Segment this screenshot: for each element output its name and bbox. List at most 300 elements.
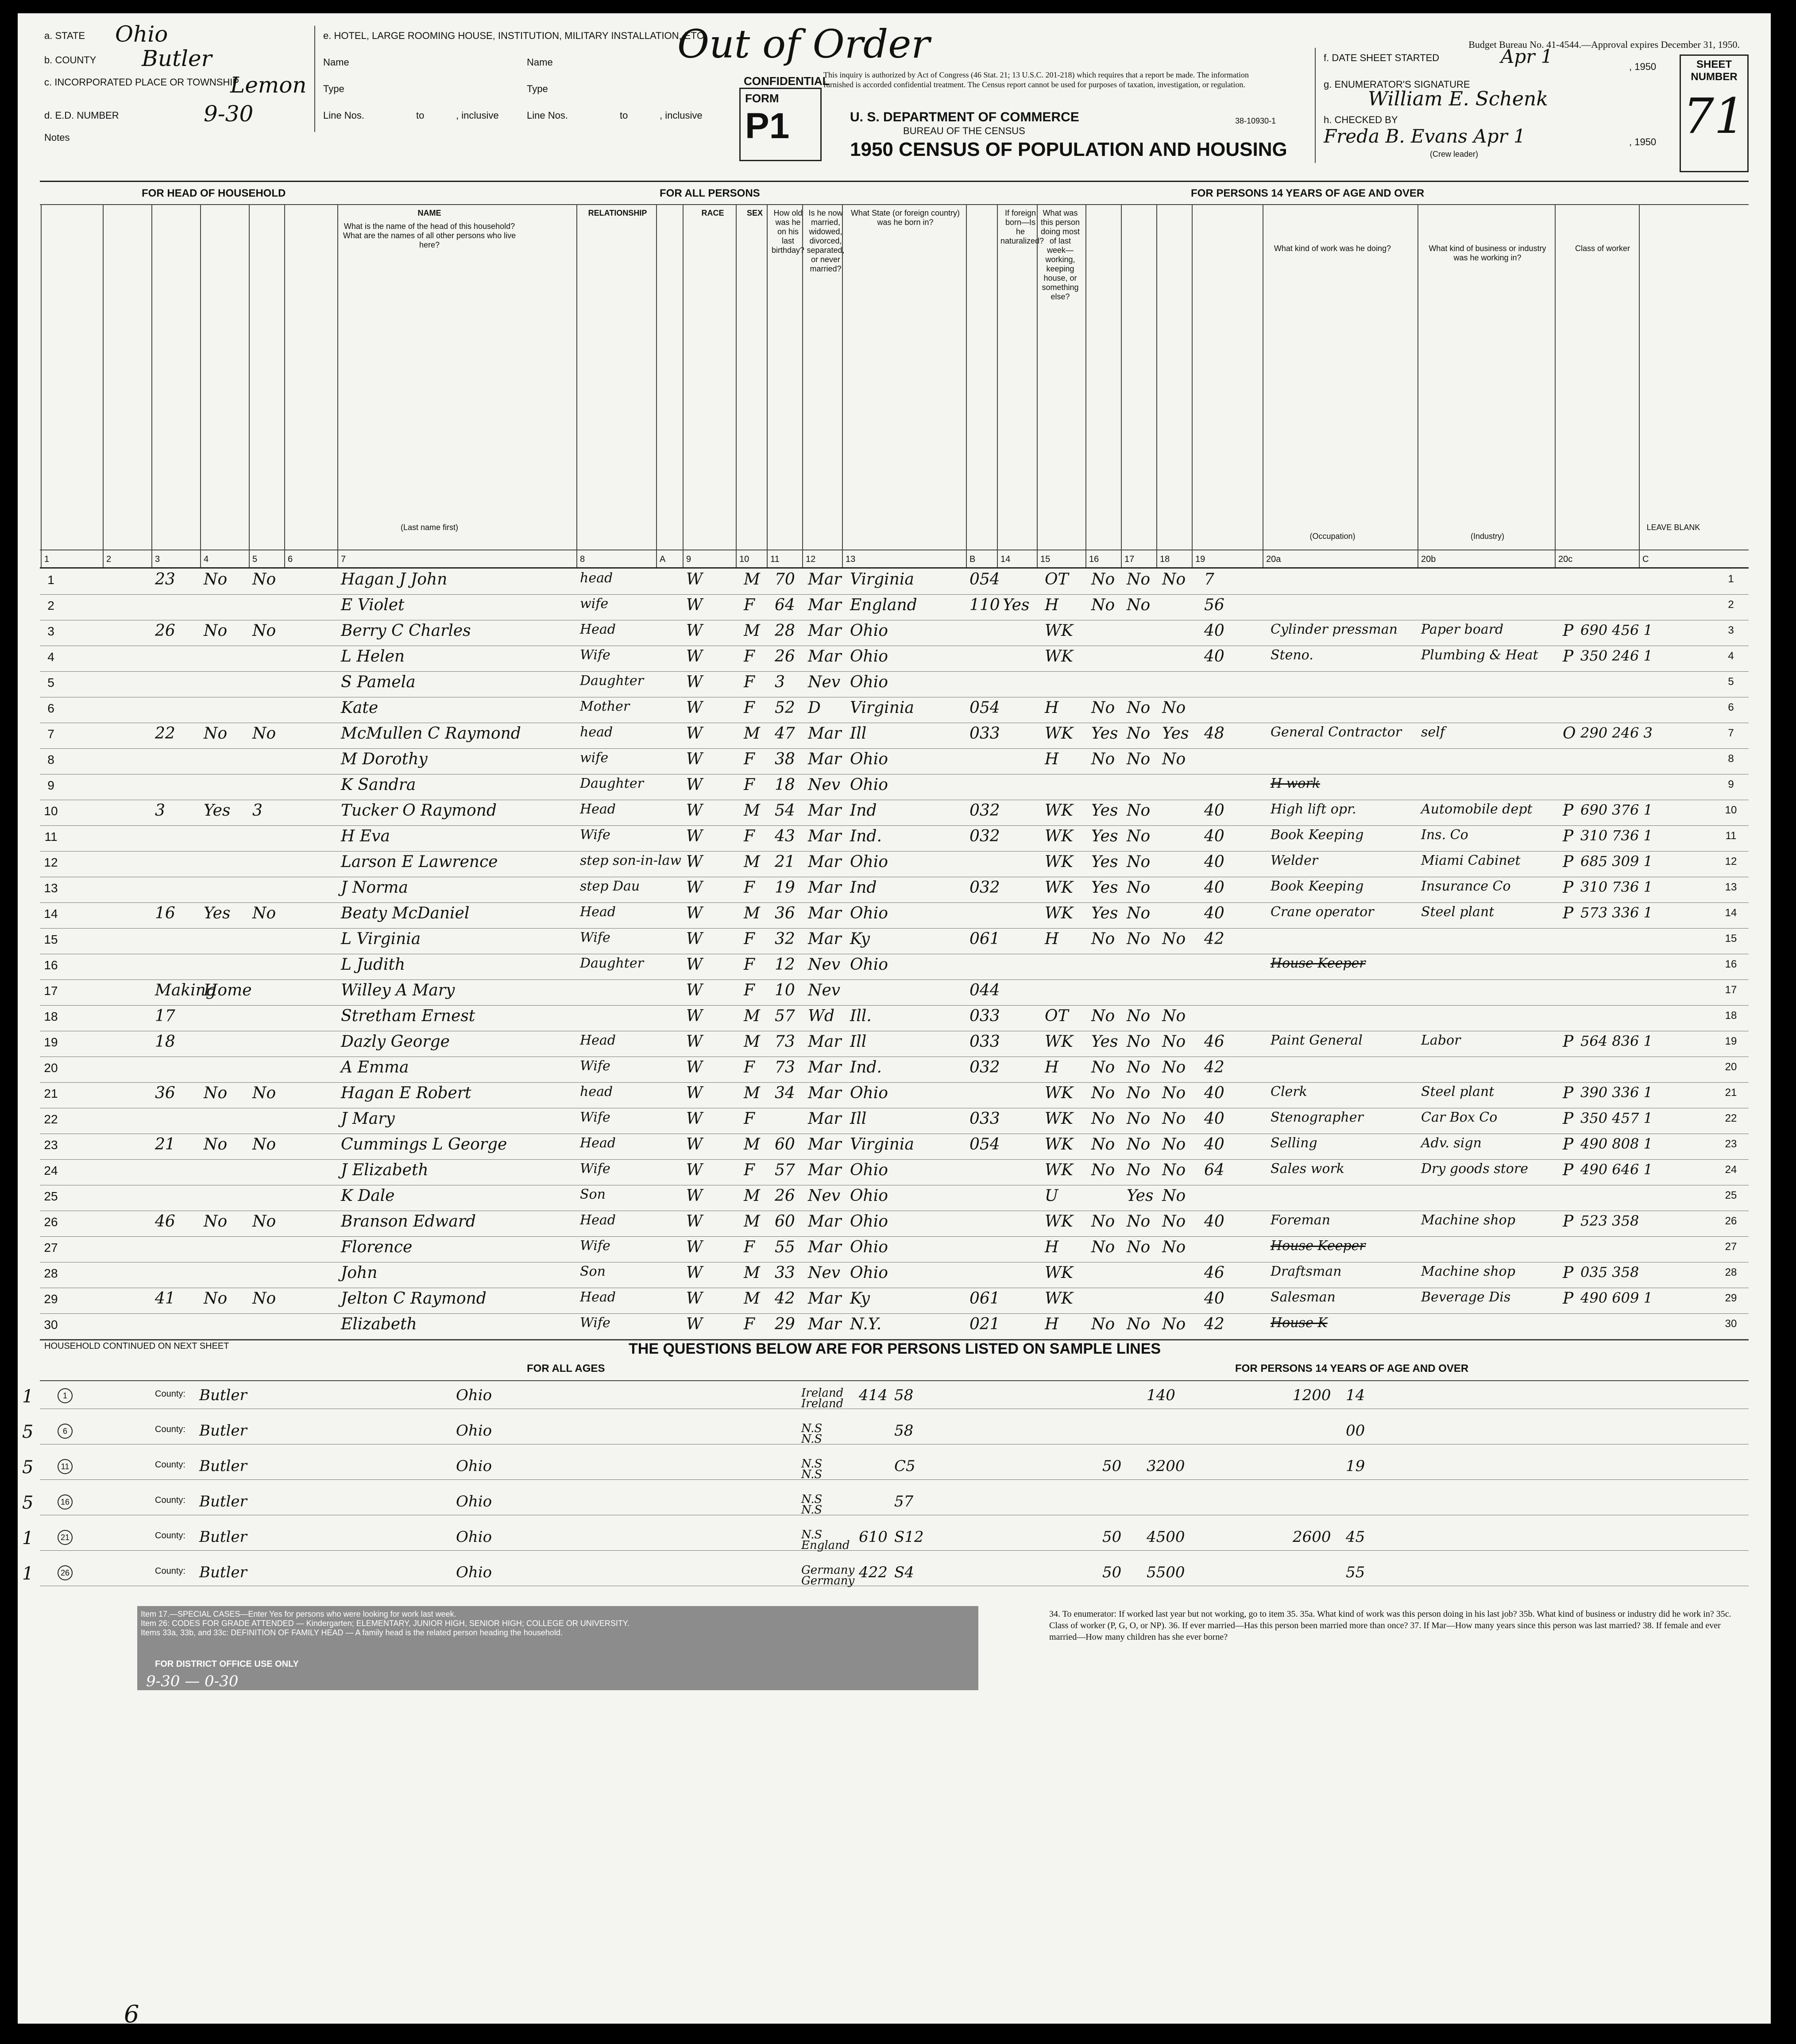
sample-mark: 1 xyxy=(22,1386,34,1407)
sheet-header xyxy=(40,21,1749,182)
line-number: 29 xyxy=(44,1292,58,1306)
cell-q16: No xyxy=(1091,1238,1115,1256)
line-number-right: 7 xyxy=(1728,727,1734,739)
sample-line-circle: 11 xyxy=(58,1459,73,1474)
cell-born: Ky xyxy=(850,930,870,948)
cell-occ: Clerk xyxy=(1271,1084,1307,1099)
instruction-2: Item 26: CODES FOR GRADE ATTENDED — Kindergarten; ELEMENTARY, JUNIOR HIGH, SENIOR HIGH; COLLEGE OR UNIVERSITY. xyxy=(141,1619,630,1628)
line-number-right: 1 xyxy=(1728,573,1734,585)
cell-q17: No xyxy=(1127,1212,1151,1231)
column-number: 20a xyxy=(1266,554,1281,564)
cell-farm: No xyxy=(204,1212,228,1231)
cell-acres: No xyxy=(252,724,276,743)
cell-mar: Mar xyxy=(808,1033,842,1051)
cell-born: N.Y. xyxy=(850,1315,882,1333)
sample-father: N.S xyxy=(801,1457,823,1471)
line-number-right: 27 xyxy=(1725,1241,1737,1253)
cell-hrs: 40 xyxy=(1204,1084,1224,1102)
cell-occ: Paint General xyxy=(1271,1033,1363,1048)
cell-name: L Virginia xyxy=(341,930,421,948)
cell-name: Cummings L George xyxy=(341,1135,507,1154)
to-label-2: to xyxy=(620,110,628,121)
cell-hrs: 40 xyxy=(1204,1289,1224,1308)
cell-rel: Head xyxy=(580,904,616,920)
cell-q17: No xyxy=(1127,930,1151,948)
sample-income: 5500 xyxy=(1147,1564,1185,1581)
sample-mother: N.S xyxy=(801,1503,823,1517)
group-persons-14: FOR PERSONS 14 YEARS OF AGE AND OVER xyxy=(1191,187,1425,199)
cell-sex: M xyxy=(744,622,760,640)
cell-age: 42 xyxy=(775,1289,795,1308)
census-row xyxy=(40,800,1749,826)
cell-q18: No xyxy=(1162,750,1186,768)
county-label: County: xyxy=(155,1425,185,1434)
line-number-right: 8 xyxy=(1728,753,1734,765)
cell-nat: Yes xyxy=(1003,596,1030,614)
cell-born: Ill xyxy=(850,1110,867,1128)
name-header: NAME xyxy=(417,209,441,217)
cell-code: 032 xyxy=(969,801,1000,820)
census-row xyxy=(40,748,1749,774)
cell-code: 021 xyxy=(969,1315,1000,1333)
cell-occ: High lift opr. xyxy=(1271,801,1356,817)
sample-other: 1200 xyxy=(1293,1386,1331,1404)
census-row xyxy=(40,697,1749,723)
cell-rel: Son xyxy=(580,1264,606,1279)
cell-occ: General Contractor xyxy=(1271,724,1402,740)
column-number: 19 xyxy=(1195,554,1205,564)
sample-row xyxy=(22,1420,1749,1446)
cell-hrs: 64 xyxy=(1204,1161,1224,1179)
cell-q16: Yes xyxy=(1091,879,1118,897)
line-number: 8 xyxy=(47,753,54,766)
cell-sex: M xyxy=(744,1212,760,1231)
cell-code: 033 xyxy=(969,1110,1000,1128)
cell-sex: M xyxy=(744,1289,760,1308)
cell-cls: P xyxy=(1563,622,1574,640)
cell-hrs: 46 xyxy=(1204,1033,1224,1051)
cell-race: W xyxy=(686,673,703,691)
cell-ind: Paper board xyxy=(1421,622,1504,637)
ed-value: 9-30 xyxy=(204,101,254,127)
cell-born: Ill. xyxy=(850,1007,872,1025)
line-number: 22 xyxy=(44,1112,58,1126)
sample-line-circle: 16 xyxy=(58,1494,73,1510)
for-all-ages: FOR ALL AGES xyxy=(527,1363,605,1374)
column-number: 2 xyxy=(106,554,112,564)
sample-father: Germany xyxy=(801,1564,855,1577)
sample-f: 19 xyxy=(1346,1457,1365,1475)
cell-race: W xyxy=(686,596,703,614)
cell-race: W xyxy=(686,827,703,845)
cell-age: 12 xyxy=(775,956,795,974)
cell-q17: No xyxy=(1127,750,1151,768)
cell-q16: No xyxy=(1091,1135,1115,1154)
sample-father: N.S xyxy=(801,1528,823,1541)
cell-serial: 3 xyxy=(155,801,165,820)
cell-age: 26 xyxy=(775,1187,795,1205)
cell-ind: Steel plant xyxy=(1421,1084,1495,1099)
cell-sex: F xyxy=(744,930,755,948)
sample-mother: Ireland xyxy=(801,1397,844,1410)
cell-sex: M xyxy=(744,904,760,922)
bureau-title: BUREAU OF THE CENSUS xyxy=(903,125,1025,136)
year-suffix-2: , 1950 xyxy=(1629,136,1657,147)
inclusive-label: , inclusive xyxy=(456,110,499,121)
birthplace-header: What State (or foreign country) was he born in? xyxy=(850,209,960,227)
cell-mar: Mar xyxy=(808,1110,842,1128)
cell-sex: F xyxy=(744,750,755,768)
cell-ind: Automobile dept xyxy=(1421,801,1533,817)
census-row xyxy=(40,646,1749,672)
sample-income: 140 xyxy=(1147,1386,1175,1404)
county-value: Butler xyxy=(142,46,212,71)
cell-name: Elizabeth xyxy=(341,1315,417,1333)
cell-code: 033 xyxy=(969,1007,1000,1025)
cell-mar: Nev xyxy=(808,1187,841,1205)
industry-label: (Industry) xyxy=(1470,532,1505,541)
cell-q16: No xyxy=(1091,1110,1115,1128)
sample-grade: S12 xyxy=(894,1528,924,1546)
cell-cc: 564 836 1 xyxy=(1580,1033,1653,1049)
cell-mar: Mar xyxy=(808,853,842,871)
place-value: Lemon xyxy=(230,72,307,98)
sample-father: N.S xyxy=(801,1493,823,1506)
type-label: Type xyxy=(323,83,344,94)
cell-rel: wife xyxy=(580,596,609,612)
cell-sex: F xyxy=(744,1161,755,1179)
cell-age: 57 xyxy=(775,1007,795,1025)
marital-header: Is he now married, widowed, divorced, separated, or never married? xyxy=(807,209,845,273)
sample-mother: N.S xyxy=(801,1432,823,1446)
cell-name: S Pamela xyxy=(341,673,416,691)
cell-born: Ohio xyxy=(850,776,888,794)
cell-race: W xyxy=(686,904,703,922)
county-label: County: xyxy=(155,1389,185,1399)
cell-hrs: 48 xyxy=(1204,724,1224,743)
sample-code: 414 xyxy=(859,1386,888,1404)
cell-work: OT xyxy=(1045,1007,1069,1025)
cell-born: Ind. xyxy=(850,1058,882,1076)
line-number-right: 16 xyxy=(1725,958,1737,970)
cell-occ: Steno. xyxy=(1271,647,1313,663)
cell-cls: P xyxy=(1563,879,1574,897)
cell-work: WK xyxy=(1045,879,1073,897)
cell-mar: Wd xyxy=(808,1007,835,1025)
sample-income: 4500 xyxy=(1147,1528,1185,1546)
cell-sex: F xyxy=(744,1238,755,1256)
cell-work: H xyxy=(1045,750,1059,768)
state-value: Ohio xyxy=(115,21,168,47)
last-name-first: (Last name first) xyxy=(400,523,459,532)
cell-mar: Mar xyxy=(808,801,842,820)
cell-hrs: 40 xyxy=(1204,1110,1224,1128)
type-label-2: Type xyxy=(527,83,548,94)
county-label: b. COUNTY xyxy=(44,54,97,66)
column-number: 18 xyxy=(1160,554,1170,564)
cell-mar: Mar xyxy=(808,724,842,743)
cell-race: W xyxy=(686,1264,703,1282)
sample-weeks: 50 xyxy=(1102,1564,1122,1581)
cell-sex: M xyxy=(744,570,760,588)
cell-cc: 573 336 1 xyxy=(1580,904,1653,921)
cell-ind: Labor xyxy=(1421,1033,1461,1048)
occupation-label: (Occupation) xyxy=(1309,532,1356,541)
sample-row xyxy=(22,1491,1749,1517)
cell-work: WK xyxy=(1045,853,1073,871)
cell-born: Ohio xyxy=(850,904,888,922)
census-row xyxy=(40,774,1749,800)
place-label: c. INCORPORATED PLACE OR TOWNSHIP xyxy=(44,77,239,88)
cell-cc: 290 246 3 xyxy=(1580,724,1653,741)
form-box xyxy=(739,88,822,161)
cell-q16: Yes xyxy=(1091,801,1118,820)
cell-ind: Machine shop xyxy=(1421,1264,1515,1279)
cell-name: L Helen xyxy=(341,647,405,666)
cell-q18: No xyxy=(1162,570,1186,588)
form-label: FORM xyxy=(745,92,779,105)
cell-sex: F xyxy=(744,596,755,614)
cell-cls: P xyxy=(1563,1135,1574,1154)
cell-race: W xyxy=(686,1084,703,1102)
sample-state: Ohio xyxy=(456,1457,492,1475)
cell-work: WK xyxy=(1045,1110,1073,1128)
column-number: 7 xyxy=(341,554,346,564)
cell-mar: Nev xyxy=(808,956,841,974)
cell-serial: 17 xyxy=(155,1007,175,1025)
cell-mar: Mar xyxy=(808,570,842,588)
line-number: 25 xyxy=(44,1189,58,1203)
cell-cls: P xyxy=(1563,904,1574,922)
cell-cls: P xyxy=(1563,1161,1574,1179)
cell-race: W xyxy=(686,1110,703,1128)
line-number-right: 21 xyxy=(1725,1087,1737,1099)
cell-farm: No xyxy=(204,724,228,743)
cell-cls: O xyxy=(1563,724,1576,743)
cell-name: Tucker O Raymond xyxy=(341,801,497,820)
cell-farm: No xyxy=(204,622,228,640)
cell-born: Ohio xyxy=(850,1212,888,1231)
sample-f: 45 xyxy=(1346,1528,1365,1546)
cell-mar: Mar xyxy=(808,904,842,922)
sample-line-circle: 26 xyxy=(58,1565,73,1580)
sample-grade: 58 xyxy=(894,1422,914,1440)
cell-mar: Mar xyxy=(808,1238,842,1256)
cell-name: John xyxy=(341,1264,378,1282)
line-nos-label-2: Line Nos. xyxy=(527,110,568,121)
cell-q18: No xyxy=(1162,699,1186,717)
cell-q18: No xyxy=(1162,1238,1186,1256)
cell-hrs: 40 xyxy=(1204,1212,1224,1231)
cell-sex: F xyxy=(744,647,755,666)
sample-title: THE QUESTIONS BELOW ARE FOR PERSONS LISTED ON SAMPLE LINES xyxy=(629,1340,1161,1357)
cell-race: W xyxy=(686,1187,703,1205)
cell-name: Jelton C Raymond xyxy=(341,1289,487,1308)
district-value: 9-30 — 0-30 xyxy=(146,1672,239,1690)
line-number-right: 20 xyxy=(1725,1061,1737,1073)
cell-q16: No xyxy=(1091,1084,1115,1102)
group-all-persons: FOR ALL PERSONS xyxy=(660,187,760,199)
for-persons-14-bottom: FOR PERSONS 14 YEARS OF AGE AND OVER xyxy=(1235,1363,1469,1374)
sample-income: 3200 xyxy=(1147,1457,1185,1475)
cell-age: 38 xyxy=(775,750,795,768)
line-number: 10 xyxy=(44,804,58,818)
cell-sex: F xyxy=(744,956,755,974)
sheet-number: 71 xyxy=(1683,88,1745,144)
cell-name: McMullen C Raymond xyxy=(341,724,521,743)
sample-code: 610 xyxy=(859,1528,888,1546)
household-continued: HOUSEHOLD CONTINUED ON NEXT SHEET xyxy=(44,1341,229,1351)
cell-occ: Cylinder pressman xyxy=(1271,622,1398,637)
line-number-right: 4 xyxy=(1728,650,1734,662)
cell-acres: No xyxy=(252,1212,276,1231)
cell-serial: 36 xyxy=(155,1084,175,1102)
cell-cls: P xyxy=(1563,853,1574,871)
cell-ind: Insurance Co xyxy=(1421,879,1511,894)
cell-cls: P xyxy=(1563,827,1574,845)
cell-work: WK xyxy=(1045,801,1073,820)
line-number-right: 23 xyxy=(1725,1138,1737,1150)
cell-code: 061 xyxy=(969,930,1000,948)
line-number: 7 xyxy=(47,727,54,741)
cell-mar: Nev xyxy=(808,673,841,691)
cell-work: H xyxy=(1045,699,1059,717)
line-number: 12 xyxy=(44,856,58,869)
census-row xyxy=(40,902,1749,929)
cell-q17: No xyxy=(1127,570,1151,588)
census-row xyxy=(40,954,1749,980)
column-number: 12 xyxy=(806,554,816,564)
line-number-right: 26 xyxy=(1725,1215,1737,1227)
sample-row xyxy=(22,1562,1749,1587)
cell-work: WK xyxy=(1045,1033,1073,1051)
column-number: B xyxy=(969,554,976,564)
cell-hrs: 7 xyxy=(1204,570,1214,588)
census-row xyxy=(40,620,1749,646)
cell-q16: Yes xyxy=(1091,853,1118,871)
cell-q17: Yes xyxy=(1127,1187,1154,1205)
cell-work: WK xyxy=(1045,622,1073,640)
cell-hrs: 40 xyxy=(1204,801,1224,820)
cell-q16: No xyxy=(1091,1315,1115,1333)
cell-race: W xyxy=(686,930,703,948)
cell-age: 10 xyxy=(775,981,795,999)
line-number: 26 xyxy=(44,1215,58,1229)
county-label: County: xyxy=(155,1495,185,1505)
cell-occ: Book Keeping xyxy=(1271,879,1364,894)
cell-hrs: 40 xyxy=(1204,1135,1224,1154)
cell-q17: No xyxy=(1127,1110,1151,1128)
cell-hrs: 40 xyxy=(1204,879,1224,897)
district-office-label: FOR DISTRICT OFFICE USE ONLY xyxy=(155,1659,299,1669)
cell-mar: Mar xyxy=(808,596,842,614)
cell-name: M Dorothy xyxy=(341,750,428,768)
cell-rel: Daughter xyxy=(580,776,644,791)
cell-rel: Head xyxy=(580,1033,616,1048)
line-number-right: 13 xyxy=(1725,881,1737,893)
cell-cc: 690 376 1 xyxy=(1580,801,1653,818)
cell-age: 28 xyxy=(775,622,795,640)
cell-cc: 035 358 xyxy=(1580,1264,1639,1281)
cell-race: W xyxy=(686,1315,703,1333)
cell-cc: 490 609 1 xyxy=(1580,1289,1653,1306)
line-number: 14 xyxy=(44,907,58,921)
cell-q17: No xyxy=(1127,801,1151,820)
line-number-right: 17 xyxy=(1725,984,1737,996)
census-row xyxy=(40,1185,1749,1211)
corner-number: 6 xyxy=(124,2000,139,2028)
cell-born: Virginia xyxy=(850,570,914,588)
group-head-of-household: FOR HEAD OF HOUSEHOLD xyxy=(142,187,286,199)
line-number: 24 xyxy=(44,1164,58,1177)
line-number-right: 15 xyxy=(1725,933,1737,945)
cell-mar: Mar xyxy=(808,1289,842,1308)
sample-county: Butler xyxy=(199,1564,247,1581)
cell-work: WK xyxy=(1045,1264,1073,1282)
cell-sex: M xyxy=(744,1187,760,1205)
cell-q18: No xyxy=(1162,1212,1186,1231)
cell-sex: M xyxy=(744,1033,760,1051)
sample-state: Ohio xyxy=(456,1422,492,1440)
enumerator-signature: William E. Schenk xyxy=(1368,88,1548,110)
cell-q16: No xyxy=(1091,596,1115,614)
sample-state: Ohio xyxy=(456,1528,492,1546)
cell-serial: 22 xyxy=(155,724,175,743)
state-label: a. STATE xyxy=(44,30,85,41)
sample-f: 55 xyxy=(1346,1564,1365,1581)
cell-acres: No xyxy=(252,570,276,588)
enumerator-label: g. ENUMERATOR'S SIGNATURE xyxy=(1324,79,1470,90)
county-label: County: xyxy=(155,1460,185,1470)
cell-q16: No xyxy=(1091,1161,1115,1179)
cell-hrs: 46 xyxy=(1204,1264,1224,1282)
cell-born: Ind. xyxy=(850,827,882,845)
column-number: 5 xyxy=(252,554,258,564)
cell-age: 60 xyxy=(775,1212,795,1231)
line-number: 1 xyxy=(47,573,54,587)
line-number: 4 xyxy=(47,650,54,664)
cell-name: A Emma xyxy=(341,1058,409,1076)
cell-sex: M xyxy=(744,853,760,871)
confidential-label: CONFIDENTIAL xyxy=(744,74,830,88)
cell-serial: 18 xyxy=(155,1033,175,1051)
cell-ind: Steel plant xyxy=(1421,904,1495,920)
line-number-right: 6 xyxy=(1728,701,1734,713)
cell-ind: Adv. sign xyxy=(1421,1135,1482,1151)
sample-state: Ohio xyxy=(456,1564,492,1581)
census-row xyxy=(40,1288,1749,1314)
cell-q17: No xyxy=(1127,596,1151,614)
cell-occ: Selling xyxy=(1271,1135,1317,1151)
line-number: 3 xyxy=(47,624,54,638)
occupation-question: What kind of work was he doing? xyxy=(1274,244,1391,253)
cell-born: Virginia xyxy=(850,699,914,717)
cell-occ: Foreman xyxy=(1271,1212,1330,1228)
cell-sex: M xyxy=(744,1135,760,1154)
to-label: to xyxy=(416,110,425,121)
line-number: 21 xyxy=(44,1087,58,1100)
cell-work: WK xyxy=(1045,647,1073,666)
date-label: f. DATE SHEET STARTED xyxy=(1324,52,1440,63)
census-row xyxy=(40,594,1749,620)
cell-sex: F xyxy=(744,699,755,717)
sample-grade: 58 xyxy=(894,1386,914,1404)
census-row xyxy=(40,1262,1749,1288)
cell-age: 54 xyxy=(775,801,795,820)
cell-age: 36 xyxy=(775,904,795,922)
cell-rel: Head xyxy=(580,801,616,817)
cell-race: W xyxy=(686,1033,703,1051)
